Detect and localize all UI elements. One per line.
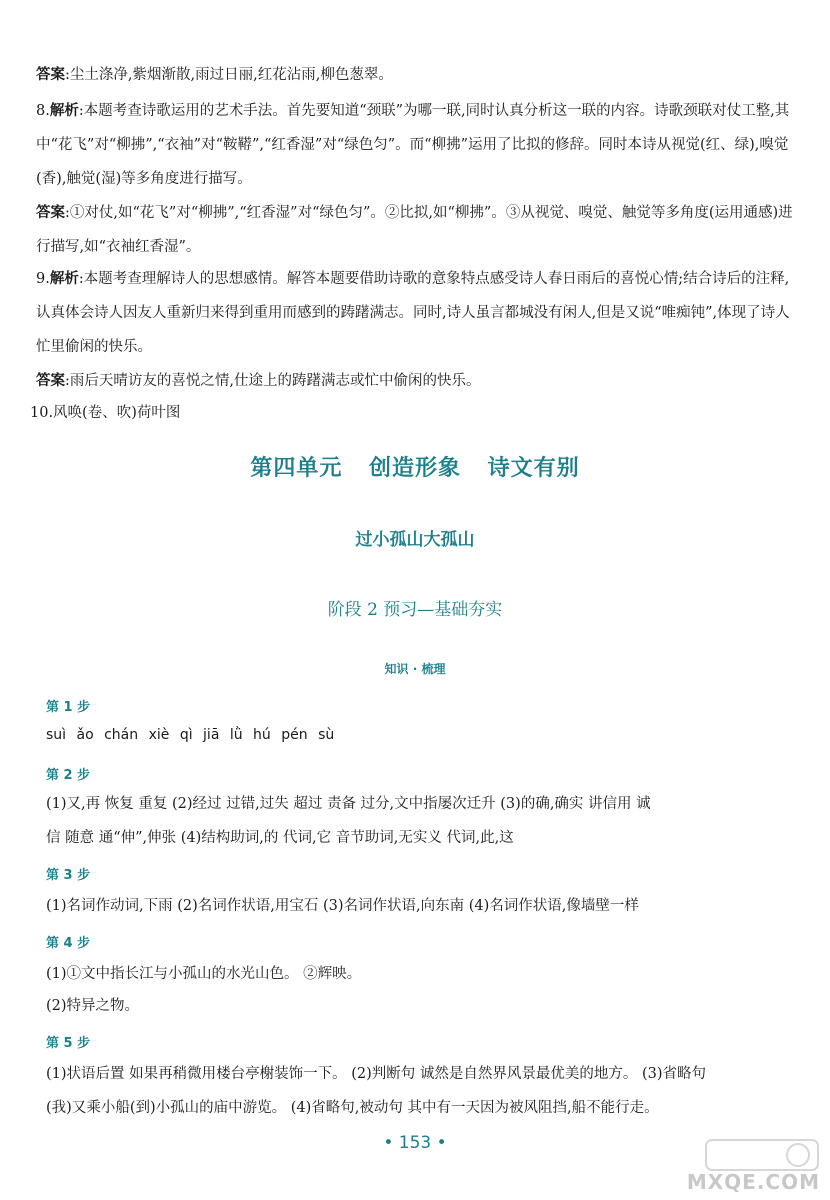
step-3-line: (1)名词作动词,下雨 (2)名词作状语,用宝石 (3)名词作状语,向东南 (4)名词作状语,像墙壁一样 [46,898,639,914]
step-5-line-2: (我)又乘小船(到)小孤山的庙中游览。 (4)省略句,被动句 其中有一天因为被风阻挡,船不能行走。 [46,1100,659,1116]
section-title: 知识 · 梳理 [384,662,446,676]
q7-answer [36,58,796,92]
answer-label: 答案 [36,67,65,83]
step-4-label: 第 4 步 [46,936,91,951]
page-number: • 153 • [383,1133,447,1153]
watermark-text: MXQE.COM [686,1170,820,1194]
answer-text: :①对仗,如“花飞”对“柳拂”,“红香湿”对“绿色匀”。②比拟,如“柳拂”。③从视觉、嗅觉、触觉等多角度(运用通感)进行描写,如“衣袖红香湿”。 [36,205,793,255]
step-4-line-1: (1)①文中指长江与小孤山的水光山色。 ②辉映。 [46,966,362,982]
step-2-line-1: (1)又,再 恢复 重复 (2)经过 过错,过失 超过 责备 过分,文中指屡次迁升 (3)的确,确实 讲信用 诚 [46,796,651,812]
q9-answer [36,364,796,398]
q8-analysis [36,94,800,196]
analysis-label: 解析 [49,271,79,287]
analysis-text: :本题考查诗歌运用的艺术手法。首先要知道“颈联”为哪一联,同时认真分析这一联的内容。诗歌颈联对仗工整,其中“花飞”对“柳拂”,“衣袖”对“鞍鞯”,“红香湿”对“绿色匀”。而“柳拂”运用了比拟的修辞。同时本诗从视觉(红、绿),嗅觉(香),触觉(湿)等多角度进行描写。 [36,103,790,187]
analysis-label: 解析 [49,103,79,119]
step-2-label: 第 2 步 [46,768,91,783]
step-4-line-2: (2)特异之物。 [46,998,140,1014]
question-number: 9. [36,271,50,287]
analysis-text: :本题考查理解诗人的思想感情。解答本题要借助诗歌的意象特点感受诗人春日雨后的喜悦心情;结合诗后的注释,认真体会诗人因友人重新归来得到重用而感到的踌躇满志。同时,诗人虽言都城没有闲人,但是又说“唯痴钝”,体现了诗人忙里偷闲的快乐。 [36,271,790,355]
unit-title: 第四单元 创造形象 诗文有别 [250,456,580,481]
q8-answer [36,196,796,264]
step-3-label: 第 3 步 [46,868,91,883]
answer-text: :雨后天晴访友的喜悦之情,仕途上的踌躇满志或忙中偷闲的快乐。 [65,373,481,389]
lesson-title: 过小孤山大孤山 [355,530,475,550]
q10-answer: 10.风唤(卷、吹)荷叶图 [30,405,181,421]
answer-label: 答案 [36,205,65,221]
answer-label: 答案 [36,373,65,389]
step-5-line-1: (1)状语后置 如果再稍微用楼台亭榭装饰一下。 (2)判断句 诚然是自然界风景最优美的地方。 (3)省略句 [46,1066,707,1082]
question-number: 8. [36,103,50,119]
step-2-line-2: 信 随意 通“伸”,伸张 (4)结构助词,的 代词,它 音节助词,无实义 代词,此,这 [46,830,514,846]
stage-title: 阶段 2 预习—基础夯实 [327,600,503,620]
q9-analysis [36,262,800,364]
step-1-pinyin: suì ǎo chán xiè qì jiā lǜ hú pén sù [46,727,335,743]
answer-text: :尘土涤净,紫烟渐散,雨过日丽,红花沾雨,柳色葱翠。 [65,67,393,83]
step-1-label: 第 1 步 [46,700,91,715]
step-5-label: 第 5 步 [46,1036,91,1051]
